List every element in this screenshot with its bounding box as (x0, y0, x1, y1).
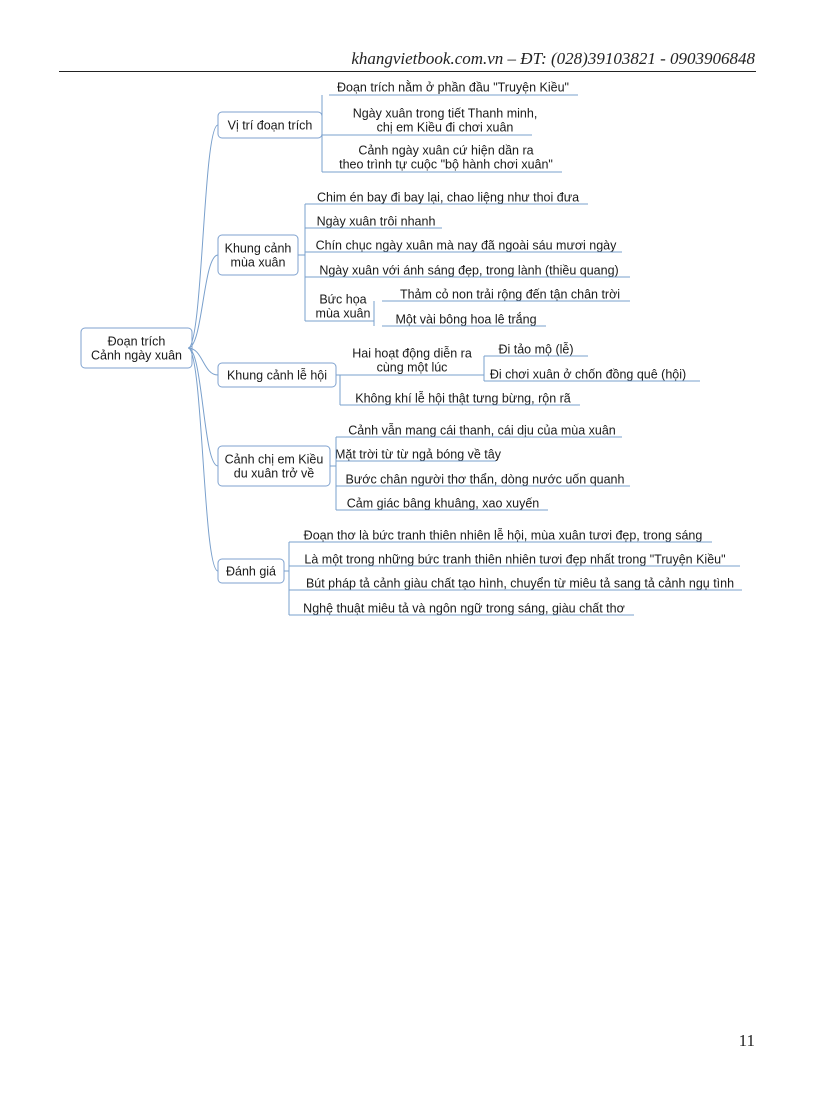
branch-4-item-2 (335, 448, 502, 462)
branch-4-item-3-line: Bước chân người thơ thẩn, dòng nước uốn quanh (345, 472, 625, 487)
branch-node-2-line: Khung cảnh (224, 241, 292, 256)
branch-node-2 (225, 242, 292, 270)
branch-4-item-1-line: Cảnh vẫn mang cái thanh, cái dịu của mùa xuân (348, 423, 616, 438)
branch-4-item-1 (348, 423, 616, 438)
branch-4-item-4-line: Cảm giác bâng khuâng, xao xuyến (346, 496, 540, 511)
branch-5-item-2 (304, 553, 725, 567)
branch-5-item-4-line: Nghệ thuật miêu tả và ngôn ngữ trong sáng, giàu chất thơ (303, 601, 625, 616)
branch-node-3 (227, 368, 327, 383)
branch-2-item-4-line: Ngày xuân với ánh sáng đẹp, trong lành (thiều quang) (319, 263, 619, 278)
branch-5-item-3-line: Bút pháp tả cảnh giàu chất tạo hình, chuyển từ miêu tả sang tả cảnh ngụ tình (305, 576, 735, 591)
branch-1-item-3-line: theo trình tự cuộc "bộ hành chơi xuân" (339, 157, 553, 172)
branch-node-5 (226, 565, 276, 579)
branch-node-3-line: Khung cảnh lễ hội (226, 368, 328, 383)
root-node-line: Đoạn trích (107, 334, 166, 349)
branch-2-item-2-line: Ngày xuân trôi nhanh (316, 214, 436, 229)
branch-2-sub-item-1-line: Thảm cỏ non trải rộng đến tận chân trời (399, 287, 621, 302)
branch-3-sub-item-1 (498, 342, 573, 357)
branch-4-item-2-line: Mặt trời từ từ ngả bóng về tây (335, 447, 501, 462)
branch-2-subnode (316, 293, 371, 321)
branch-3-subnode-line: Hai hoạt động diễn ra (352, 346, 472, 361)
branch-1-item-1 (337, 80, 569, 95)
branch-3-sub-item-1-line: Đi tảo mộ (lễ) (498, 342, 574, 357)
branch-3-item-1-line: Không khí lễ hội thật tưng bừng, rộn rã (355, 391, 571, 406)
branch-1-item-3-line: Cảnh ngày xuân cứ hiện dần ra (358, 143, 534, 158)
branch-1-item-2-line: Ngày xuân trong tiết Thanh minh, (352, 106, 538, 121)
branch-1-item-3 (339, 144, 553, 172)
page-number: 11 (738, 1031, 755, 1050)
branch-2-item-2 (317, 215, 436, 229)
branch-3-subnode (352, 346, 472, 375)
branch-3-subnode-line: cùng một lúc (376, 360, 448, 375)
branch-3-item-1 (355, 391, 571, 406)
header-contact-text: khangvietbook.com.vn – ĐT: (028)39103821 - 0903906848 (351, 49, 755, 68)
branch-3-sub-item-2 (490, 368, 686, 382)
branch-2-item-1-line: Chim én bay đi bay lại, chao liệng như thoi đưa (316, 190, 580, 205)
branch-2-sub-item-2 (395, 312, 536, 327)
branch-3-sub-item-2-line: Đi chơi xuân ở chốn đồng quê (hội) (489, 367, 687, 382)
root-link-4 (188, 348, 218, 571)
branch-2-subnode-line: Bức họa (319, 292, 367, 307)
branch-node-4 (225, 453, 324, 481)
branch-4-item-4 (347, 497, 540, 511)
branch-5-item-1 (304, 528, 703, 543)
branch-2-sub-item-1 (400, 288, 620, 302)
branch-5-item-1-line: Đoạn thơ là bức tranh thiên nhiên lễ hội, mùa xuân tươi đẹp, trong sáng (303, 528, 703, 543)
branch-node-4-line: du xuân trở về (233, 466, 315, 481)
root-node-line: Cảnh ngày xuân (90, 348, 183, 363)
branch-node-2-line: mùa xuân (230, 255, 286, 270)
root-link-3 (188, 348, 218, 466)
branch-1-item-2 (353, 107, 538, 135)
branch-2-item-1 (317, 191, 579, 205)
branch-2-subnode-line: mùa xuân (315, 306, 371, 321)
branch-1-item-1-line: Đoạn trích nằm ở phần đầu "Truyện Kiều" (336, 80, 570, 95)
branch-node-1 (228, 119, 313, 133)
branch-5-item-2-line: Là một trong những bức tranh thiên nhiên tươi đẹp nhất trong "Truyện Kiều" (304, 552, 726, 567)
branch-4-item-3 (346, 473, 625, 487)
branch-5-item-3 (306, 577, 734, 591)
branch-1-item-2-line: chị em Kiều đi chơi xuân (376, 120, 514, 135)
branch-node-5-line: Đánh giá (225, 564, 277, 579)
branch-2-item-3-line: Chín chục ngày xuân mà nay đã ngoài sáu mươi ngày (315, 238, 617, 253)
branch-node-1-line: Vị trí đoạn trích (227, 118, 313, 133)
branch-2-sub-item-2-line: Một vài bông hoa lê trắng (395, 312, 537, 327)
branch-2-item-3 (316, 239, 618, 253)
root-link-0 (188, 125, 218, 348)
branch-node-4-line: Cảnh chị em Kiều (224, 452, 324, 467)
branch-5-item-4 (303, 602, 625, 616)
branch-2-item-4 (319, 264, 618, 278)
